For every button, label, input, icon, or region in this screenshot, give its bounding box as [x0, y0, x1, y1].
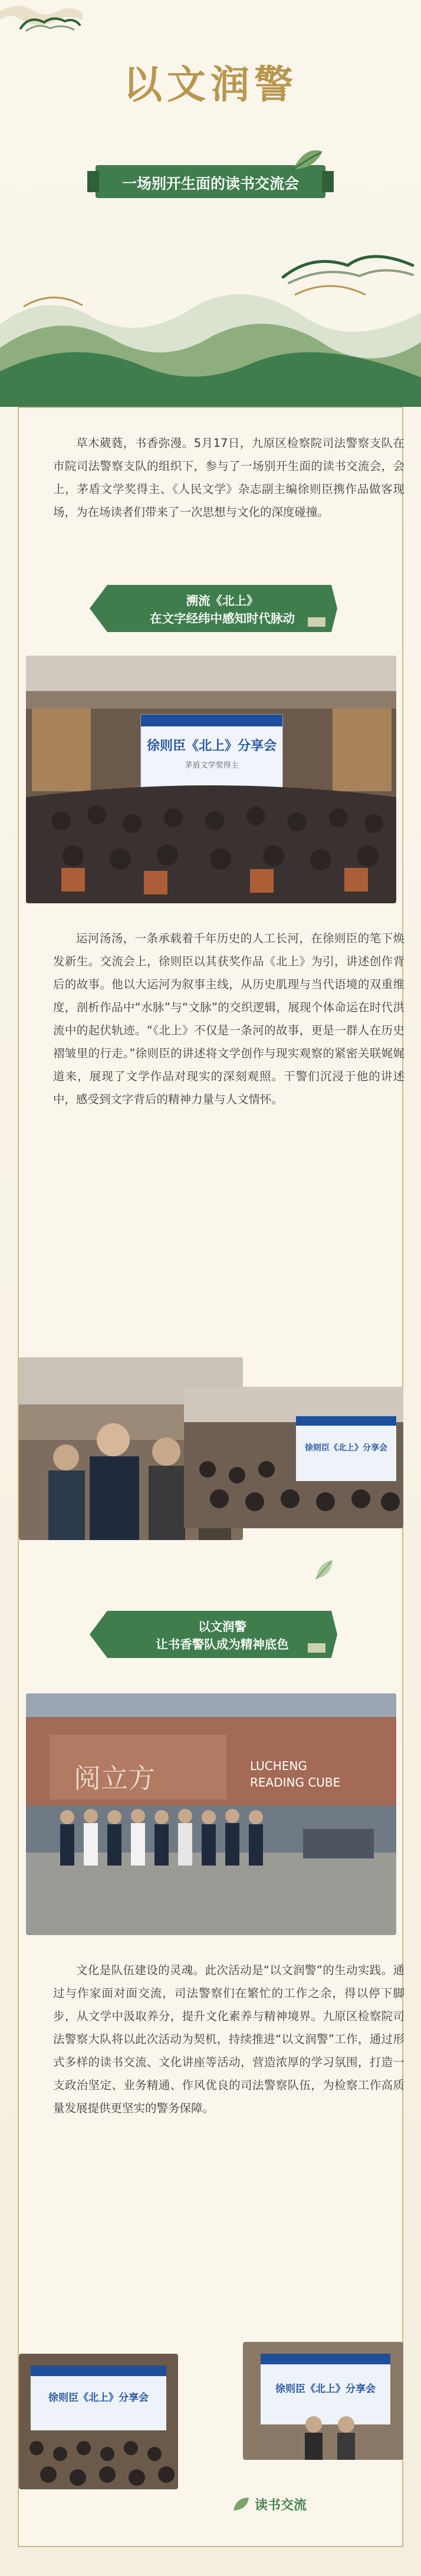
footer-photo-stage [243, 2342, 403, 2460]
event-poster-heading: 徐则臣《北上》分享会 [146, 739, 277, 754]
section-tag-1-title: 溯流《北上》 [186, 594, 259, 608]
page-title: 以文润警 [123, 61, 298, 107]
section-tag-2 [90, 1611, 337, 1658]
event-poster-subheading: 茅盾文学奖得主 [185, 761, 239, 770]
leaf-icon-caption [231, 2495, 251, 2513]
cloud-decoration-top [18, 12, 83, 33]
speaker-poster-heading: 徐则臣《北上》分享会 [305, 1443, 387, 1453]
group-photo-bookstore [26, 1693, 396, 1935]
intro-paragraph: 草木葳蕤，书香弥漫。5月17日，九原区检察院司法警察支队在市院司法警察支队的组织下，参与了一场别开生面的读书交流会，会上，茅盾文学奖得主、《人民文学》杂志副主编徐则臣携作品做客现场，为在场读者们带来了一次思想与文化的深度碰撞。 [53, 436, 404, 519]
leaf-icon-small [314, 1558, 335, 1581]
section2-paragraph: 文化是队伍建设的灵魂。此次活动是“以文润警”的生动实践。通过与作家面对面交流，司法警察们在繁忙的工作之余，得以停下脚步，从文学中汲取养分，提升文化素养与精神境界。九原区检察院司法警察大队将以此次活动为契机，持续推进“以文润警”工作，通过形式多样的读书交流、文化讲座等活动，营造浓厚的学习氛围，打造一支政治坚定、业务精通、作风优良的司法警察队伍，为检察工作高质量发展提供更坚实的警务保障。 [53, 1963, 404, 2115]
event-photo-speaker [184, 1387, 403, 1528]
subtitle-text: 一场别开生面的读书交流会 [121, 175, 299, 192]
bookstore-sign-cn: 阅立方 [74, 1762, 155, 1794]
mountain-illustration [0, 254, 421, 407]
subtitle-banner [96, 154, 325, 208]
bookstore-sign-en1: LUCHENG [250, 1759, 307, 1773]
stage-poster-heading: 徐则臣《北上》分享会 [275, 2383, 376, 2395]
header [0, 0, 421, 407]
section-tag-2-subtitle: 让书香警队成为精神底色 [156, 1637, 289, 1651]
footer-poster-heading: 徐则臣《北上》分享会 [48, 2392, 149, 2404]
footer-caption: 读书交流 [255, 2498, 307, 2513]
section1-paragraph: 运河汤汤，一条承载着千年历史的人工长河，在徐则臣的笔下焕发新生。交流会上，徐则臣以其获奖作品《北上》为引，讲述创作背后的故事。他以大运河为叙事主线，从历史肌理与当代语境的双重维度，剖析作品中“水脉”与“文脉”的交织逻辑，展现个体命运在时代洪流中的起伏轨迹。“《北上》不仅是一条河的故事，更是一群人在历史褶皱里的行走。”徐则臣的讲述将文学创作与现实观察的紧密关联娓娓道来，展现了文学作品对现实的深刻观照。干警们沉浸于他的讲述中，感受到文字背后的精神力量与人文情怀。 [53, 932, 404, 1106]
footer-photo-audience [19, 2354, 178, 2489]
section-tag-1 [90, 585, 337, 632]
section-tag-1-subtitle: 在文字经纬中感知时代脉动 [150, 611, 295, 626]
event-photo-audience [26, 656, 396, 903]
leaf-icon [290, 149, 325, 172]
section-tag-2-title: 以文润警 [198, 1620, 246, 1634]
content-box [18, 407, 403, 2547]
bookstore-sign-en2: READING CUBE [250, 1775, 341, 1789]
